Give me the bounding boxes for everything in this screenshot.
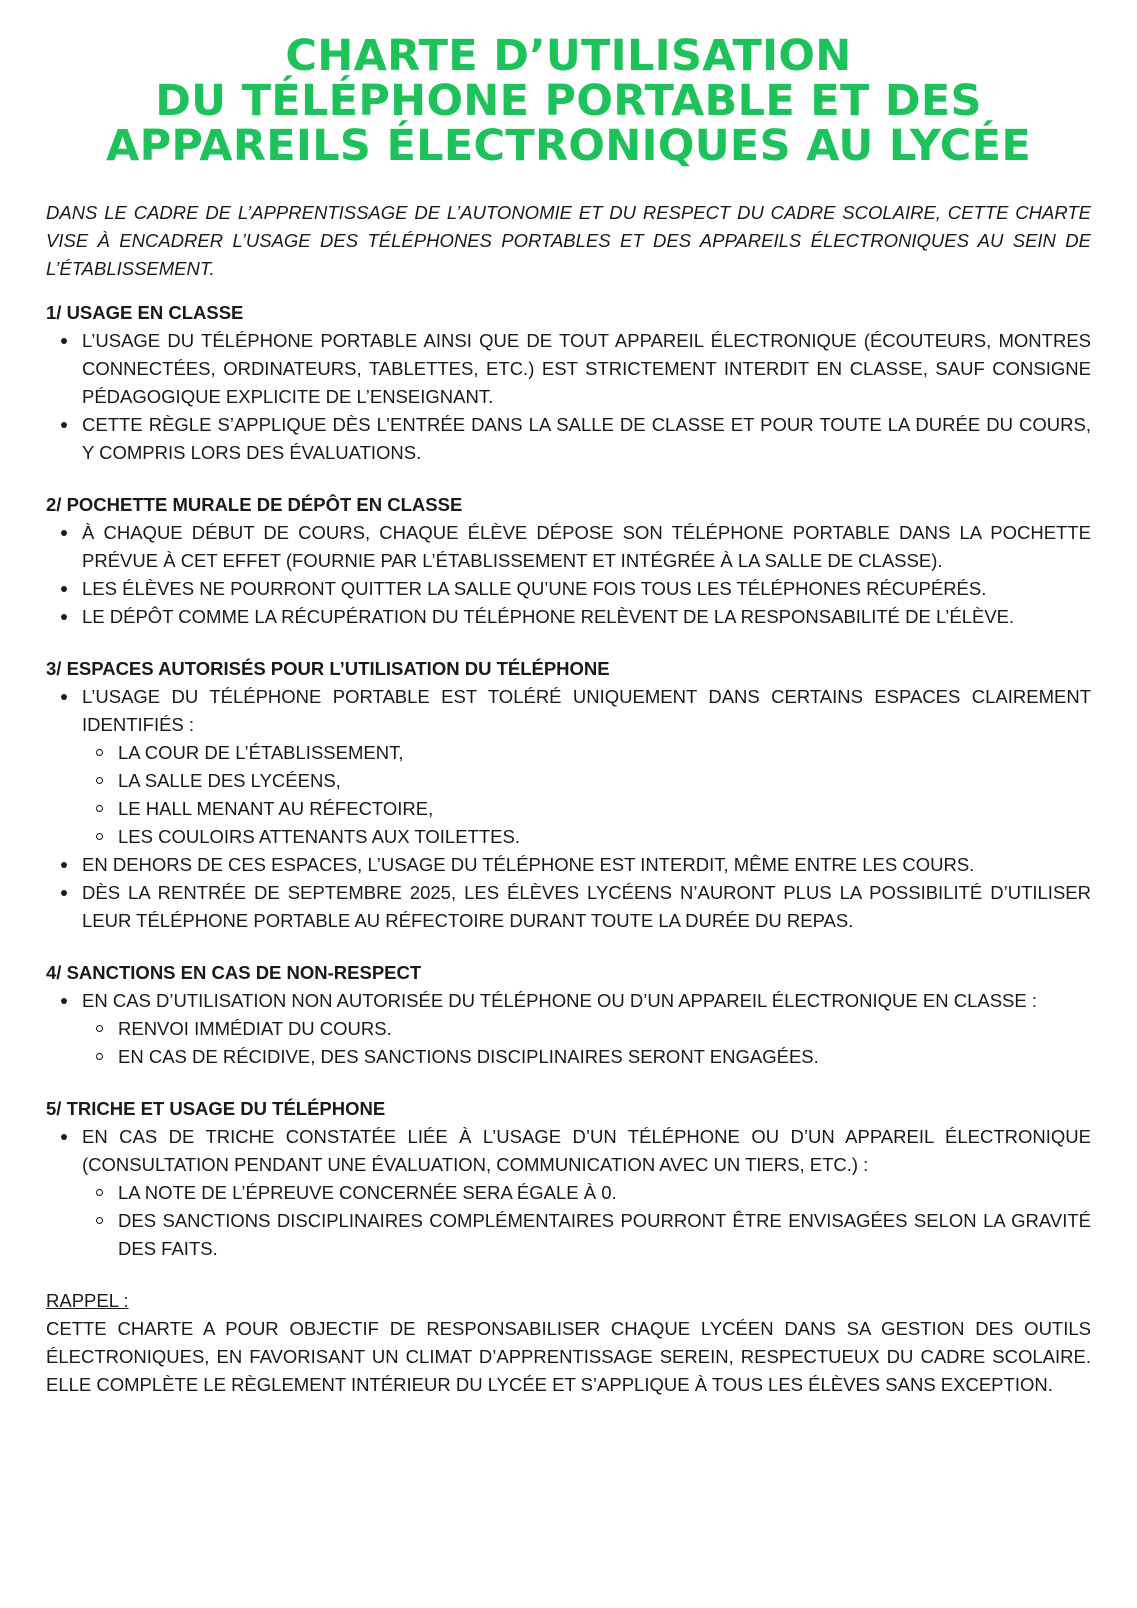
list-item: LE DÉPÔT COMME LA RÉCUPÉRATION DU TÉLÉPHONE RELÈVENT DE LA RESPONSABILITÉ DE L’ÉLÈVE. bbox=[82, 603, 1091, 631]
list-item: L’USAGE DU TÉLÉPHONE PORTABLE AINSI QUE DE TOUT APPAREIL ÉLECTRONIQUE (ÉCOUTEURS, MONTRES CONNECTÉES, ORDINATEURS, TABLETTES, ETC.) EST STRICTEMENT INTERDIT EN CLASSE, SAUF CONSIGNE PÉDAGOGIQUE EXPLICITE DE L’ENSEIGNANT. bbox=[82, 327, 1091, 411]
section-pochette-murale bbox=[46, 491, 1091, 631]
section-heading: 2/ POCHETTE MURALE DE DÉPÔT EN CLASSE bbox=[46, 494, 463, 515]
section-heading: 3/ ESPACES AUTORISÉS POUR L’UTILISATION DU TÉLÉPHONE bbox=[46, 658, 610, 679]
bullet-list bbox=[46, 987, 1091, 1071]
title-line-3: APPAREILS ÉLECTRONIQUES AU LYCÉE bbox=[106, 121, 1031, 171]
list-item: À CHAQUE DÉBUT DE COURS, CHAQUE ÉLÈVE DÉPOSE SON TÉLÉPHONE PORTABLE DANS LA POCHETTE PRÉVUE À CET EFFET (FOURNIE PAR L’ÉTABLISSEMENT ET INTÉGRÉE À LA SALLE DE CLASSE). bbox=[82, 519, 1091, 575]
section-sanctions bbox=[46, 959, 1091, 1071]
list-item: CETTE RÈGLE S’APPLIQUE DÈS L’ENTRÉE DANS LA SALLE DE CLASSE ET POUR TOUTE LA DURÉE DU COURS, Y COMPRIS LORS DES ÉVALUATIONS. bbox=[82, 411, 1091, 467]
section-heading: 1/ USAGE EN CLASSE bbox=[46, 302, 244, 323]
rappel-block bbox=[46, 1287, 1091, 1399]
bullet-list bbox=[46, 327, 1091, 467]
list-item-text: L’USAGE DU TÉLÉPHONE PORTABLE EST TOLÉRÉ UNIQUEMENT DANS CERTAINS ESPACES CLAIREMENT IDENTIFIÉS : bbox=[82, 686, 1091, 735]
list-item-text: EN CAS D’UTILISATION NON AUTORISÉE DU TÉLÉPHONE OU D’UN APPAREIL ÉLECTRONIQUE EN CLASSE : bbox=[82, 990, 1038, 1011]
sub-bullet-list bbox=[82, 739, 1091, 851]
sub-list-item: LA NOTE DE L’ÉPREUVE CONCERNÉE SERA ÉGALE À 0. bbox=[118, 1179, 1091, 1207]
sub-bullet-list bbox=[82, 1179, 1091, 1263]
document-title bbox=[46, 31, 1091, 171]
section-triche bbox=[46, 1095, 1091, 1263]
list-item bbox=[82, 683, 1091, 851]
title-line-1: CHARTE D’UTILISATION bbox=[285, 31, 852, 81]
section-heading: 4/ SANCTIONS EN CAS DE NON-RESPECT bbox=[46, 962, 422, 983]
sub-bullet-list bbox=[82, 1015, 1091, 1071]
rappel-label: RAPPEL : bbox=[46, 1290, 129, 1311]
section-espaces-autorises bbox=[46, 655, 1091, 935]
section-heading: 5/ TRICHE ET USAGE DU TÉLÉPHONE bbox=[46, 1098, 386, 1119]
intro-paragraph: DANS LE CADRE DE L’APPRENTISSAGE DE L’AUTONOMIE ET DU RESPECT DU CADRE SCOLAIRE, CETTE CHARTE VISE À ENCADRER L’USAGE DES TÉLÉPHONES PORTABLES ET DES APPAREILS ÉLECTRONIQUES AU SEIN DE L’ÉTABLISSEMENT. bbox=[46, 202, 1091, 279]
bullet-list bbox=[46, 519, 1091, 631]
rappel-text: CETTE CHARTE A POUR OBJECTIF DE RESPONSABILISER CHAQUE LYCÉEN DANS SA GESTION DES OUTILS ÉLECTRONIQUES, EN FAVORISANT UN CLIMAT D’APPRENTISSAGE SEREIN, RESPECTUEUX DU CADRE SCOLAIRE. ELLE COMPLÈTE LE RÈGLEMENT INTÉRIEUR DU LYCÉE ET S’APPLIQUE À TOUS LES ÉLÈVES SANS EXCEPTION. bbox=[46, 1318, 1091, 1395]
sub-list-item: EN CAS DE RÉCIDIVE, DES SANCTIONS DISCIPLINAIRES SERONT ENGAGÉES. bbox=[118, 1043, 1091, 1071]
list-item: DÈS LA RENTRÉE DE SEPTEMBRE 2025, LES ÉLÈVES LYCÉENS N’AURONT PLUS LA POSSIBILITÉ D’UTILISER LEUR TÉLÉPHONE PORTABLE AU RÉFECTOIRE DURANT TOUTE LA DURÉE DU REPAS. bbox=[82, 879, 1091, 935]
list-item: EN DEHORS DE CES ESPACES, L’USAGE DU TÉLÉPHONE EST INTERDIT, MÊME ENTRE LES COURS. bbox=[82, 851, 1091, 879]
list-item bbox=[82, 1123, 1091, 1263]
list-item-text: EN CAS DE TRICHE CONSTATÉE LIÉE À L’USAGE D’UN TÉLÉPHONE OU D’UN APPAREIL ÉLECTRONIQUE (CONSULTATION PENDANT UNE ÉVALUATION, COMMUNICATION AVEC UN TIERS, ETC.) : bbox=[82, 1126, 1091, 1175]
bullet-list bbox=[46, 683, 1091, 935]
section-usage-en-classe bbox=[46, 299, 1091, 467]
title-line-2: DU TÉLÉPHONE PORTABLE ET DES bbox=[155, 76, 982, 126]
sub-list-item: LES COULOIRS ATTENANTS AUX TOILETTES. bbox=[118, 823, 1091, 851]
sub-list-item: LA SALLE DES LYCÉENS, bbox=[118, 767, 1091, 795]
sub-list-item: RENVOI IMMÉDIAT DU COURS. bbox=[118, 1015, 1091, 1043]
sub-list-item: DES SANCTIONS DISCIPLINAIRES COMPLÉMENTAIRES POURRONT ÊTRE ENVISAGÉES SELON LA GRAVITÉ DES FAITS. bbox=[118, 1207, 1091, 1263]
sub-list-item: LA COUR DE L’ÉTABLISSEMENT, bbox=[118, 739, 1091, 767]
list-item bbox=[82, 987, 1091, 1071]
sub-list-item: LE HALL MENANT AU RÉFECTOIRE, bbox=[118, 795, 1091, 823]
list-item: LES ÉLÈVES NE POURRONT QUITTER LA SALLE QU’UNE FOIS TOUS LES TÉLÉPHONES RÉCUPÉRÉS. bbox=[82, 575, 1091, 603]
bullet-list bbox=[46, 1123, 1091, 1263]
